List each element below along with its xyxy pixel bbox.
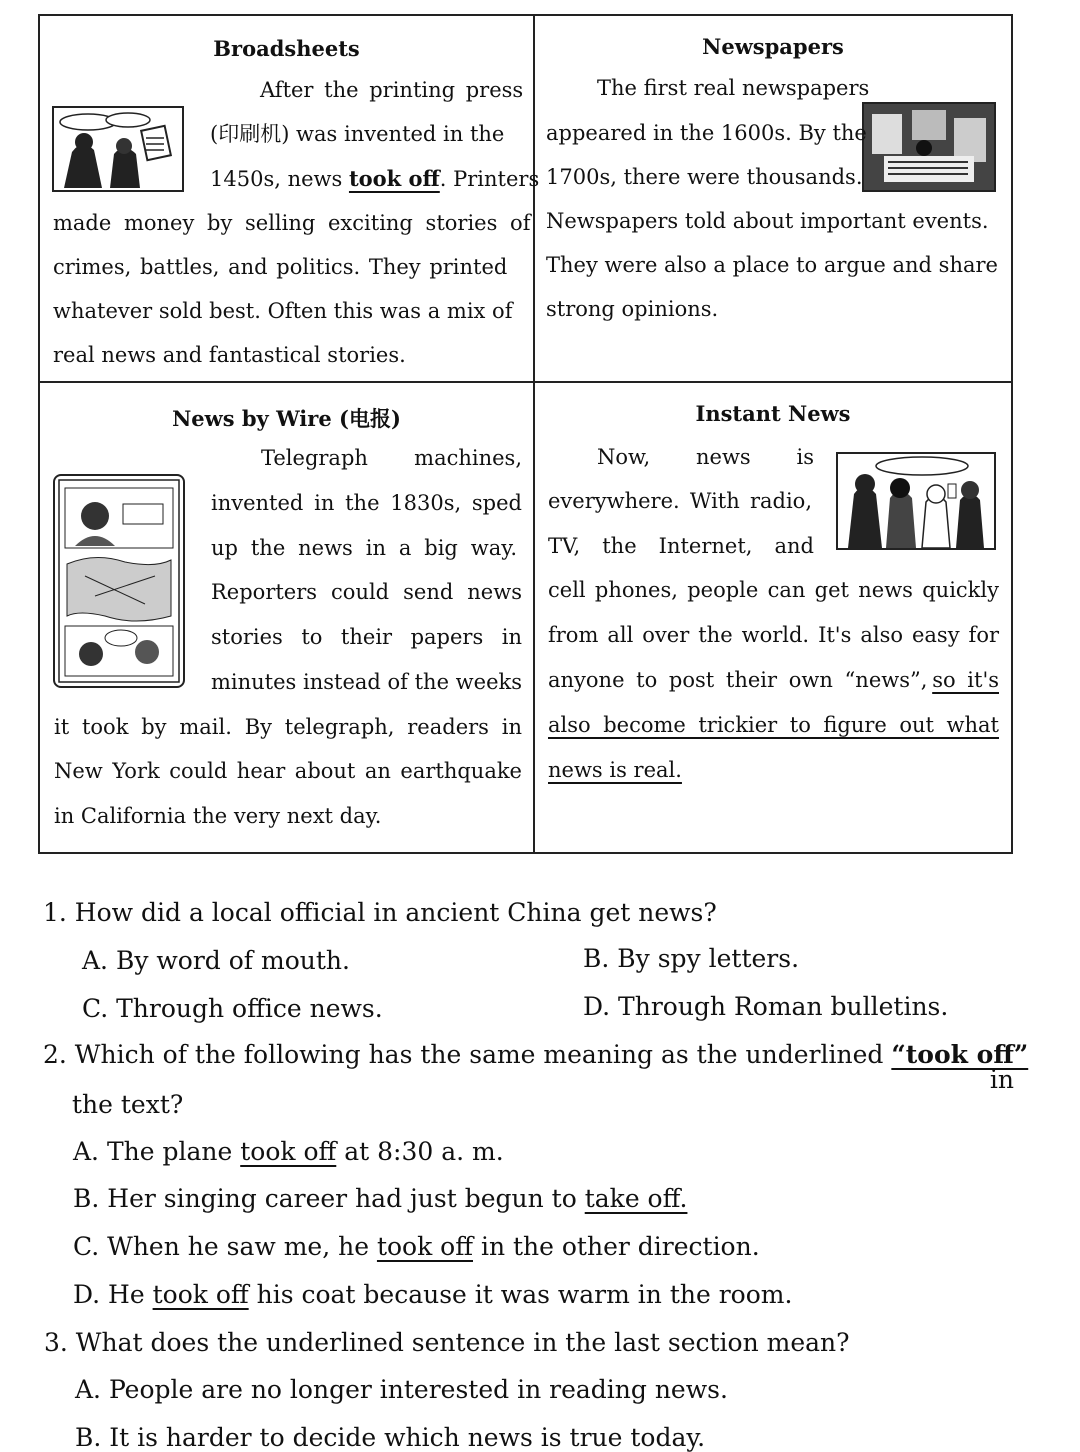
wire-line-7: it took by mail. By telegraph, readers in — [54, 715, 522, 739]
section-title-newspapers: Newspapers — [702, 34, 844, 59]
newspapers-line-2: appeared in the 1600s. By the — [546, 121, 867, 145]
newspapers-line-6: strong opinions. — [546, 297, 719, 321]
question-1-option-a[interactable]: A. By word of mouth. — [82, 946, 350, 975]
table-vertical-divider — [533, 14, 535, 854]
wire-line-5: stories to their papers in — [211, 625, 522, 649]
section-title-instant-news: Instant News — [695, 401, 851, 426]
broadsheets-line-1: After the printing press — [260, 78, 524, 102]
question-2-option-d[interactable]: D. He took off his coat because it was warm in the room. — [73, 1280, 793, 1309]
question-2-option-a[interactable]: A. The plane took off at 8:30 a. m. — [73, 1137, 504, 1166]
underlined-sentence-start: so it's — [932, 668, 999, 692]
wire-line-4: Reporters could send news — [211, 580, 522, 604]
question-2-option-b[interactable]: B. Her singing career had just begun to take off. — [73, 1184, 688, 1213]
wire-line-8: New York could hear about an earthquake — [54, 759, 522, 783]
broadsheets-line-5: crimes, battles, and politics. They printed — [53, 255, 508, 279]
instant-line-3: TV, the Internet, and — [548, 534, 814, 558]
newspaper-illustration — [862, 102, 996, 192]
section-title-news-by-wire: News by Wire (电报) — [172, 406, 401, 431]
instant-line-6: anyone to post their own “news”, so it's — [548, 668, 999, 692]
broadsheets-line-6: whatever sold best. Often this was a mix of — [53, 299, 513, 323]
question-3-option-b[interactable]: B. It is harder to decide which news is true today. — [75, 1423, 706, 1452]
underlined-sentence-middle: also become trickier to figure out what — [548, 713, 999, 737]
instant-line-1: Now, news is — [597, 445, 814, 469]
instant-line-2: everywhere. With radio, — [548, 489, 812, 513]
instant-line-4: cell phones, people can get news quickly — [548, 578, 999, 602]
telegraph-illustration — [53, 474, 185, 688]
broadsheets-line-3: 1450s, news took off. Printers — [210, 166, 540, 191]
question-2-quoted-took-off: “took off” — [891, 1040, 1029, 1069]
wire-line-3: up the news in a big way. — [211, 536, 517, 560]
took-off-underlined: took off — [348, 166, 440, 191]
question-1-option-b[interactable]: B. By spy letters. — [583, 944, 800, 973]
newspapers-line-1: The first real newspapers — [597, 76, 870, 100]
question-1-option-d[interactable]: D. Through Roman bulletins. — [583, 992, 949, 1021]
instant-news-illustration — [836, 452, 996, 550]
underlined-sentence-end: news is real. — [548, 758, 682, 782]
broadsheet-illustration — [52, 106, 184, 192]
instant-line-5: from all over the world. It's also easy for — [548, 623, 999, 647]
newspapers-line-3: 1700s, there were thousands. — [546, 165, 863, 189]
newspapers-line-5: They were also a place to argue and share — [546, 253, 998, 277]
wire-line-1: Telegraph machines, — [261, 446, 522, 470]
broadsheets-line-4: made money by selling exciting stories of — [53, 211, 531, 235]
question-1-stem: 1. How did a local official in ancient China get news? — [43, 898, 717, 927]
broadsheets-line-2: (印刷机) was invented in the — [210, 122, 505, 146]
question-3-option-a[interactable]: A. People are no longer interested in reading news. — [75, 1375, 728, 1404]
wire-line-9: in California the very next day. — [54, 804, 382, 828]
question-2-stem: 2. Which of the following has the same meaning as the underlined “took off” in — [43, 1040, 1029, 1094]
newspapers-line-4: Newspapers told about important events. — [546, 209, 989, 233]
question-2-stem-cont: the text? — [72, 1090, 184, 1119]
question-3-stem: 3. What does the underlined sentence in the last section mean? — [44, 1328, 850, 1357]
wire-line-2: invented in the 1830s, sped — [211, 491, 522, 515]
question-2-option-c[interactable]: C. When he saw me, he took off in the other direction. — [73, 1232, 760, 1261]
table-horizontal-divider — [38, 381, 1013, 383]
question-1-option-c[interactable]: C. Through office news. — [82, 994, 383, 1023]
broadsheets-line-7: real news and fantastical stories. — [53, 343, 406, 367]
wire-line-6: minutes instead of the weeks — [211, 670, 523, 694]
section-title-broadsheets: Broadsheets — [213, 36, 360, 61]
